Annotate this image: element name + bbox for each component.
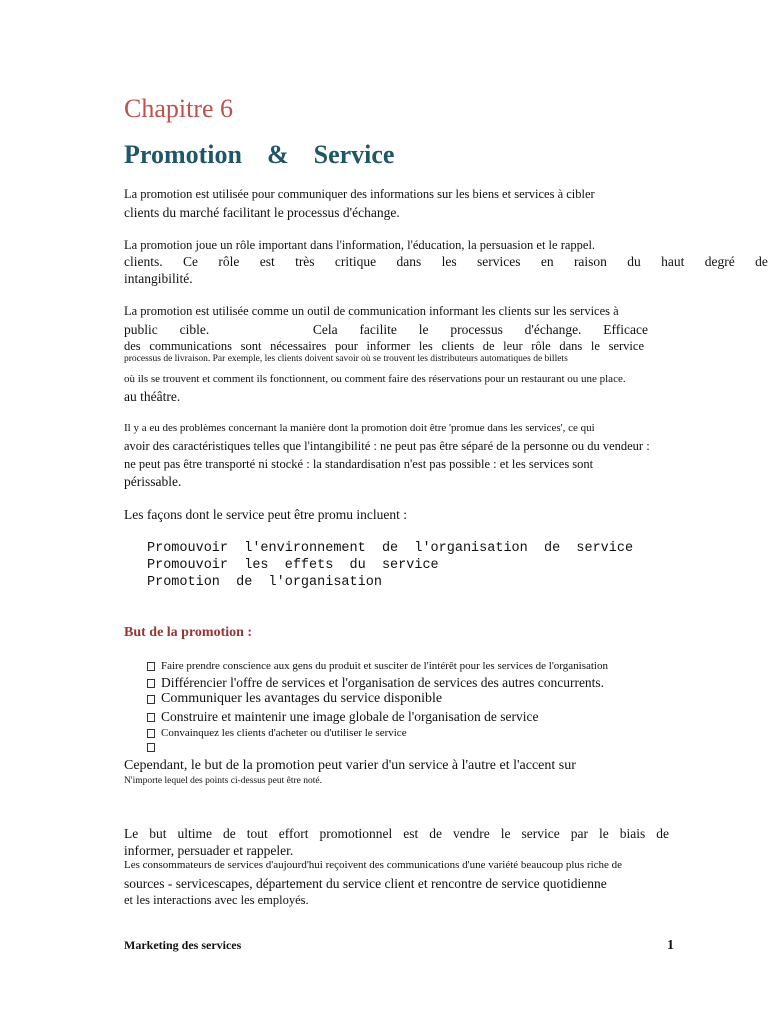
paragraph-5-line-4: sources - servicescapes, département du service client et rencontre de service quotidienne (124, 876, 607, 891)
chapter-label: Chapitre 6 (124, 94, 234, 123)
ways-item: Promotion de l'organisation (147, 575, 382, 590)
goal-bullet (147, 660, 608, 672)
goal-after-line-1: Cependant, le but de la promotion peut varier d'un service à l'autre et l'accent sur (124, 758, 576, 773)
goal-bullet (147, 743, 161, 752)
paragraph-5-line-5: et les interactions avec les employés. (124, 893, 309, 907)
word: raison (573, 254, 607, 269)
word: service (521, 826, 560, 841)
word: clients. (124, 254, 163, 269)
word: degré (704, 254, 735, 269)
paragraph-4-line-1: Il y a eu des problèmes concernant la manière dont la promotion doit être 'promue dans les services', ce qui (124, 422, 595, 434)
paragraph-1-line-1: La promotion est utilisée pour communiquer des informations sur les biens et services à cibler (124, 187, 595, 201)
goal-bullet-text: Faire prendre conscience aux gens du produit et susciter de l'intérêt pour les services de l'organisation (161, 660, 608, 672)
word: processus (450, 322, 503, 337)
goal-heading: But de la promotion : (124, 625, 253, 640)
word: Ce (182, 254, 198, 269)
paragraph-4-line-3: ne peut pas être transporté ni stocké : la standardisation n'est pas possible : et les services sont (124, 457, 594, 471)
paragraph-2-line-3: intangibilité. (124, 271, 193, 286)
word (231, 322, 291, 338)
page-number: 1 (667, 938, 674, 953)
word: du (627, 254, 641, 269)
word: but (149, 826, 167, 841)
word: vendre (453, 826, 490, 841)
goal-after-line-2: N'importe lequel des points ci-dessus peut être noté. (124, 776, 322, 786)
goal-bullet-text: Différencier l'offre de services et l'organisation de services des autres concurrents. (161, 675, 605, 690)
ways-intro: Les façons dont le service peut être promu incluent : (124, 507, 408, 522)
word: de (656, 826, 669, 841)
word: d'échange. (524, 322, 582, 337)
word: est (259, 254, 275, 269)
paragraph-1-line-2: clients du marché facilitant le processus d'échange. (124, 205, 400, 220)
word: de (755, 254, 768, 269)
word: biais (619, 826, 646, 841)
ways-item: Promouvoir l'environnement de l'organisation de service (147, 541, 634, 556)
word: très (295, 254, 315, 269)
paragraph-2-line-1: La promotion joue un rôle important dans l'information, l'éducation, la persuasion et le rappel. (124, 238, 596, 252)
page-title: Promotion & Service (124, 140, 395, 169)
word: cible. (179, 322, 210, 337)
footer-label: Marketing des services (124, 938, 242, 952)
word: ultime (177, 826, 213, 841)
word: promotionnel (319, 826, 393, 841)
paragraph-3-line-4: processus de livraison. Par exemple, les clients doivent savoir où se trouvent les distributeurs automatiques de billets (124, 354, 568, 364)
word: par (570, 826, 588, 841)
word: le (599, 826, 609, 841)
word: Cela (312, 322, 338, 337)
word: dans (396, 254, 422, 269)
goal-bullet-text: Construire et maintenir une image globale de l'organisation de service (161, 709, 539, 724)
word: Efficace (603, 322, 648, 337)
goal-bullet (147, 727, 407, 739)
checkbox-icon (147, 743, 155, 752)
paragraph-3-line-1: La promotion est utilisée comme un outil de communication informant les clients sur les services à (124, 304, 619, 318)
goal-bullet (147, 709, 538, 725)
checkbox-icon (147, 713, 155, 722)
goal-bullet-text: Convainquez les clients d'acheter ou d'utiliser le service (161, 727, 407, 739)
checkbox-icon (147, 662, 155, 671)
word: est (403, 826, 419, 841)
paragraph-5-line-3: Les consommateurs de services d'aujourd'hui reçoivent des communications d'une variété beaucoup plus riche de (124, 859, 623, 871)
paragraph-5-line-1 (124, 826, 669, 842)
word: en (540, 254, 554, 269)
paragraph-3-line-6: au théâtre. (124, 389, 181, 404)
word: le (500, 826, 511, 841)
paragraph-4-line-2: avoir des caractéristiques telles que l'intangibilité : ne peut pas être séparé de la personne ou du vendeur : (124, 439, 650, 453)
word: tout (246, 826, 268, 841)
word: public (124, 322, 158, 337)
checkbox-icon (147, 695, 155, 704)
word: effort (278, 826, 309, 841)
paragraph-3-line-5: où ils se trouvent et comment ils fonctionnent, ou comment faire des réservations pour un restaurant ou une place. (124, 373, 626, 385)
paragraph-3-line-3: des communications sont nécessaires pour informer les clients de leur rôle dans le service (124, 339, 644, 353)
goal-bullet (147, 691, 442, 707)
word: Le (124, 826, 139, 841)
word: les (441, 254, 457, 269)
word: rôle (218, 254, 240, 269)
word: de (223, 826, 236, 841)
checkbox-icon (147, 679, 155, 688)
goal-bullet-text: Communiquer les avantages du service disponible (161, 691, 443, 706)
paragraph-3-line-2 (124, 322, 648, 338)
word: services (476, 254, 521, 269)
word: le (418, 322, 429, 337)
paragraph-4-line-4: périssable. (124, 474, 182, 489)
goal-bullet (147, 675, 604, 691)
paragraph-5-line-2: informer, persuader et rappeler. (124, 843, 294, 858)
word: de (429, 826, 443, 841)
word: facilite (359, 322, 397, 337)
paragraph-2-line-2 (124, 254, 768, 270)
word: haut (661, 254, 685, 269)
checkbox-icon (147, 729, 155, 738)
word: critique (334, 254, 377, 269)
ways-item: Promouvoir les effets du service (147, 558, 439, 573)
